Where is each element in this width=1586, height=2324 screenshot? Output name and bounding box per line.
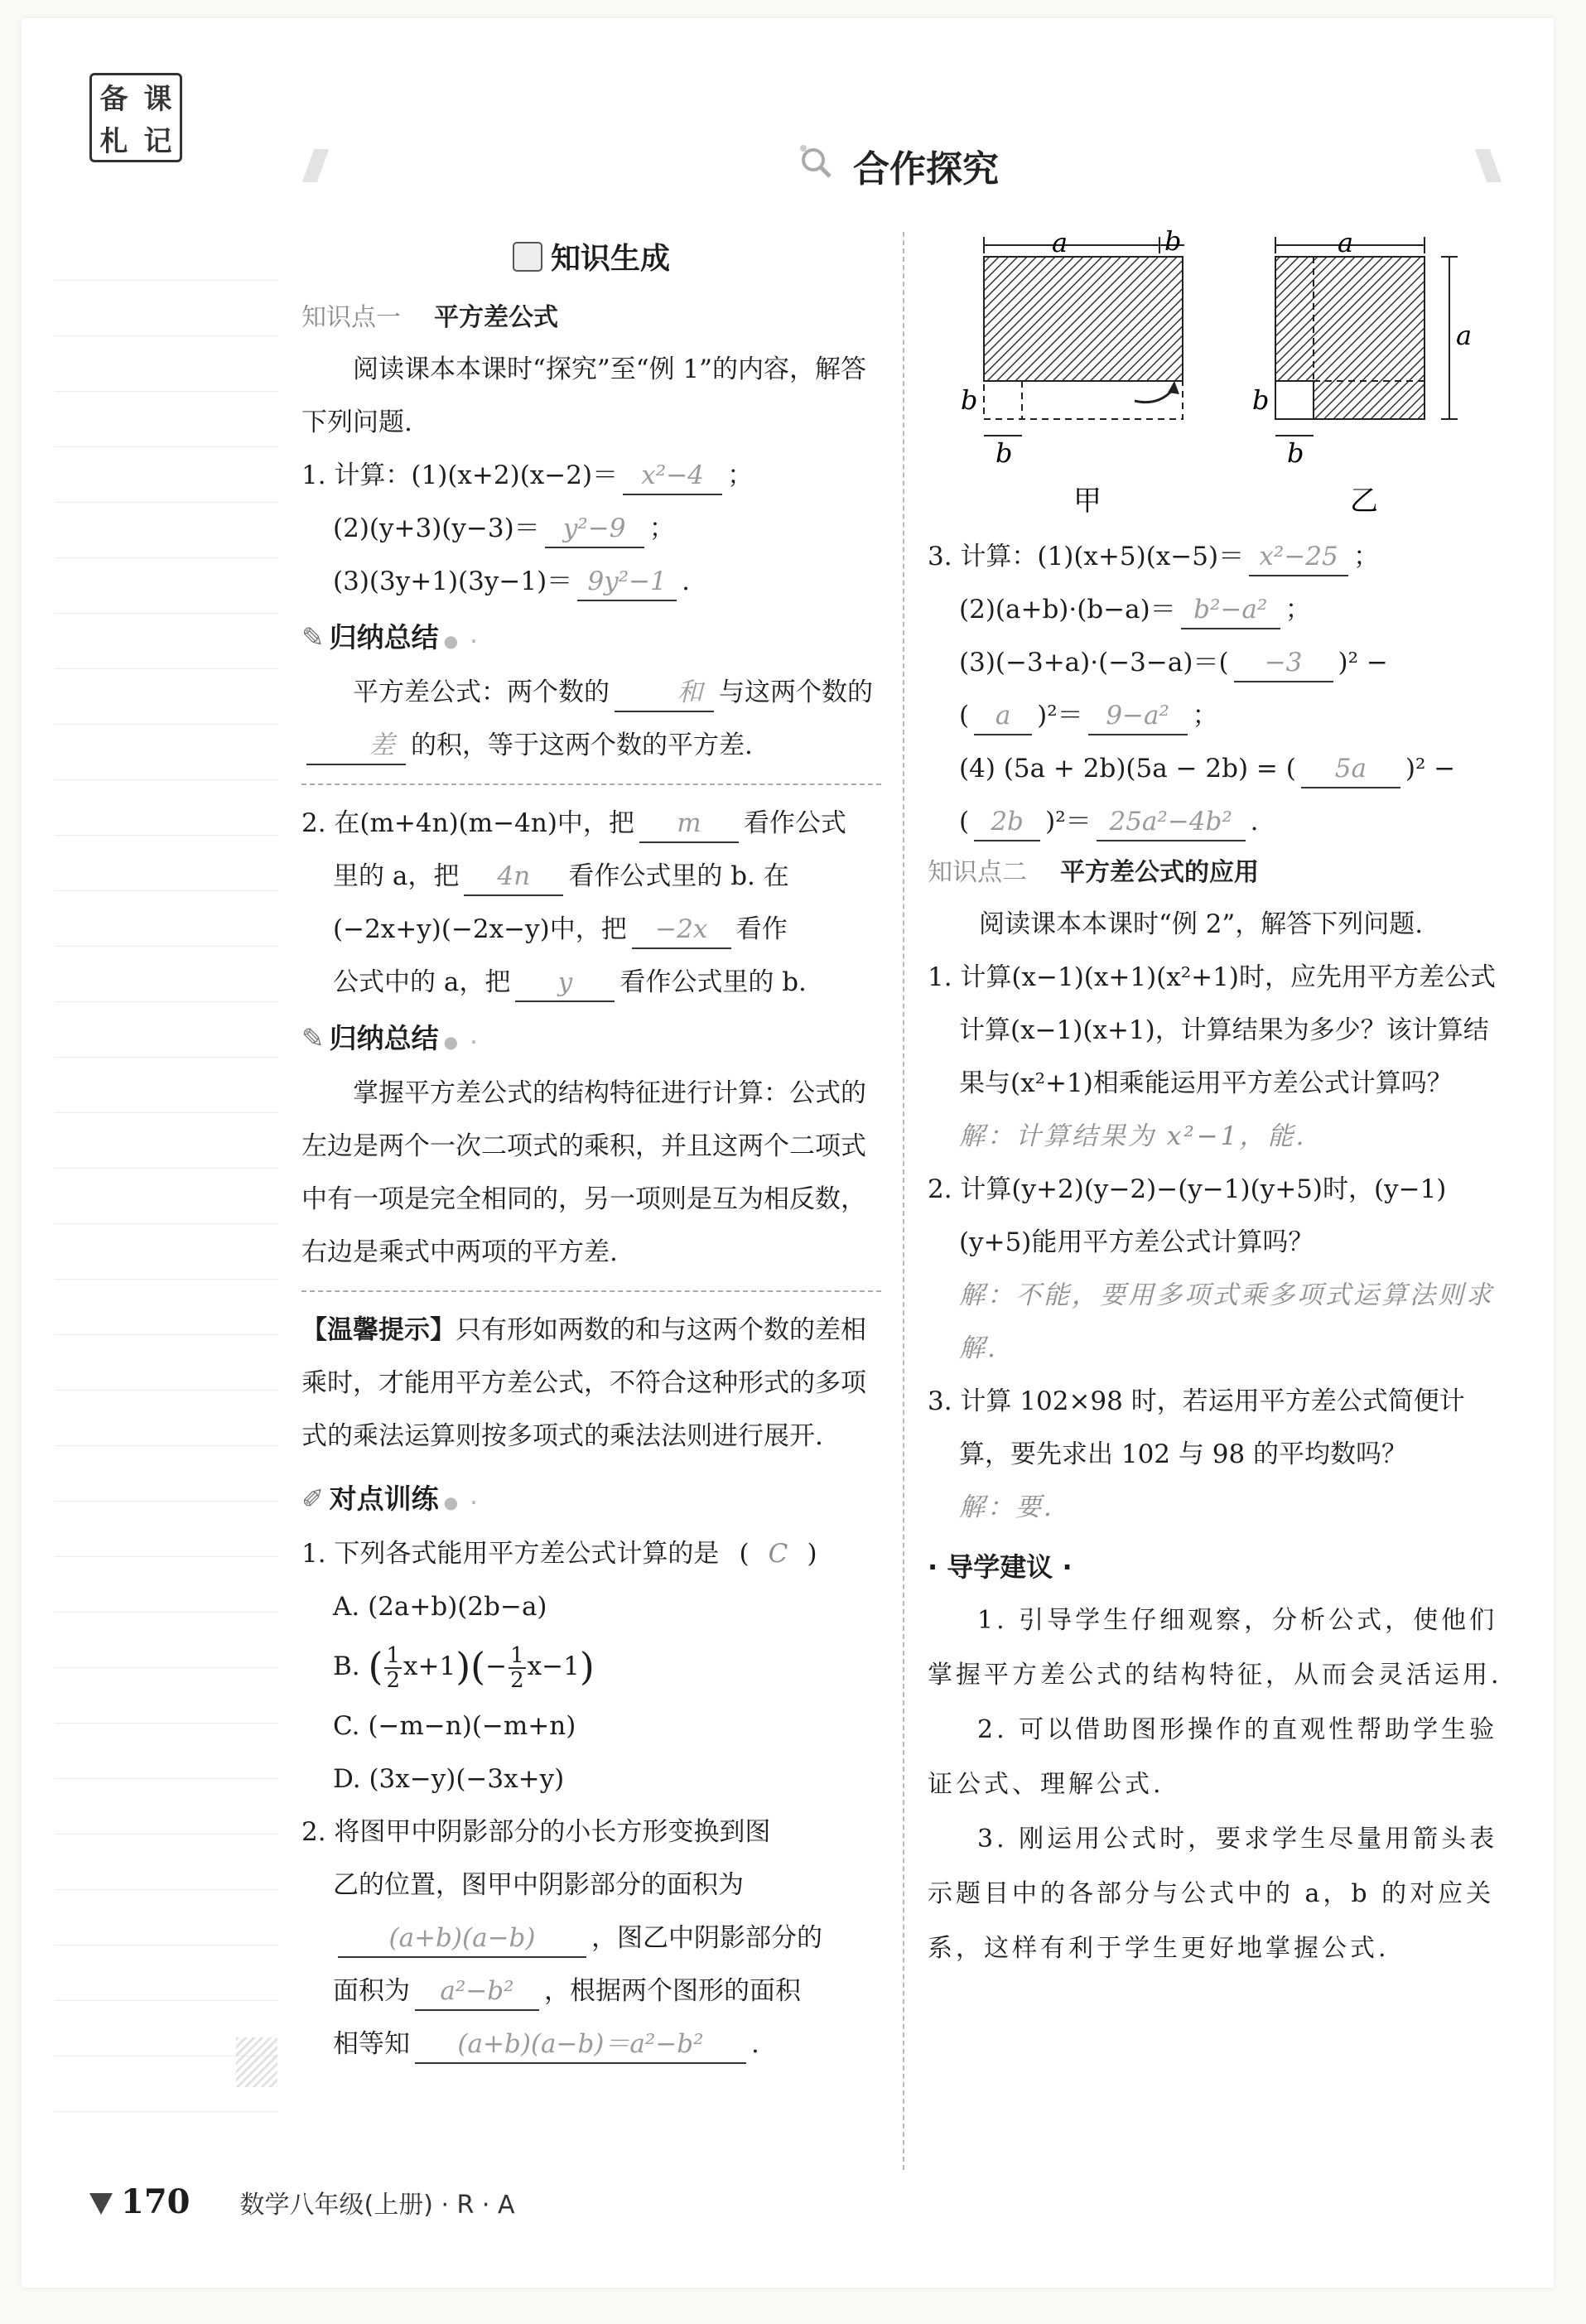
answer-blank[interactable]: 25a²−4b² [1097, 803, 1246, 841]
label-b: b [961, 384, 978, 416]
figure-svg [961, 229, 1491, 527]
option-a: A. (2a+b)(2b−a) [333, 1592, 547, 1622]
answer-blank[interactable]: b²−a² [1181, 591, 1280, 629]
practice-2-line5 [301, 2018, 881, 2071]
answer-blank[interactable]: 4n [464, 858, 563, 896]
answer-blank[interactable]: x²−25 [1249, 538, 1348, 576]
q2-line4 [301, 956, 881, 1009]
figures [961, 229, 1491, 527]
answer-blank[interactable]: y²−9 [545, 510, 644, 548]
answer-blank[interactable]: a [974, 697, 1032, 735]
text: (4) (5a + 2b)(5a − 2b) = ( [959, 754, 1296, 784]
text: )²＝ [1045, 807, 1092, 837]
text: ，根据两个图形的面积 [544, 1976, 801, 2006]
text: 看作公式里的 b. 在 [568, 861, 789, 891]
stamp-char: 课 [143, 83, 172, 116]
kp-tag: 知识点一 [301, 303, 401, 332]
text: ，图乙中阴影部分的 [591, 1923, 822, 1953]
summary-heading [301, 1014, 881, 1067]
notes-margin [55, 225, 278, 2172]
answer-blank[interactable]: (a+b)(a−b)＝a²−b² [415, 2026, 746, 2064]
page-number: 170 [121, 2182, 190, 2221]
practice-1-stem: 1. 下列各式能用平方差公式计算的是 ( C ) [301, 1527, 881, 1580]
summary-box-2 [301, 1014, 881, 1292]
text: )²＝ [1037, 701, 1083, 730]
answer-blank[interactable]: 2b [974, 803, 1040, 841]
q3-line2: (2)(a+b)·(b−a)＝ b²−a² ； [928, 583, 1507, 636]
answer-blank[interactable]: 5a [1301, 750, 1400, 788]
text: 看作公式 [743, 808, 846, 838]
column-divider [903, 232, 904, 2170]
answer-blank[interactable]: 差 [306, 727, 406, 765]
frac-den: 2 [386, 1667, 400, 1693]
summary-box-1 [301, 613, 881, 785]
option-d: D. (3x−y)(−3x+y) [333, 1764, 565, 1794]
q2-line2 [301, 850, 881, 903]
text: . [751, 2029, 759, 2059]
triangle-icon [89, 2193, 113, 2215]
left-column [301, 230, 881, 2071]
dots-decor: ● · [443, 1032, 480, 1052]
q2-line1 [301, 797, 881, 850]
text: (2)(a+b)·(b−a)＝ [959, 595, 1176, 624]
corner-decor [236, 2037, 277, 2087]
right-column [928, 530, 1507, 1976]
answer-blank[interactable]: a²−b² [415, 1973, 539, 2011]
summary-title: 归纳总结 [329, 621, 439, 653]
page-title: 合作探究 [853, 148, 999, 190]
answer-blank[interactable]: 和 [615, 674, 714, 712]
label-b: b [1252, 384, 1270, 416]
pencil-icon: ✎ [301, 621, 325, 653]
answer-blank[interactable]: (a+b)(a−b) [338, 1920, 586, 1958]
stamp-char: 记 [143, 125, 172, 158]
kp-name: 平方差公式的应用 [1060, 858, 1259, 887]
guide-item: 3. 刚运用公式时，要求学生尽量用箭头表示题目中的各部分与公式中的 a，b 的对应关系，这样有利于学生更好地掌握公式. [928, 1825, 1498, 1963]
text: )² − [1405, 754, 1456, 784]
dots-decor: ● · [443, 631, 480, 651]
guide-list [928, 1594, 1507, 1976]
text: 的积，等于这两个数的平方差. [411, 730, 753, 760]
text: (−2x+y)(−2x−y)中，把 [333, 914, 627, 944]
answer-blank[interactable]: 9−a² [1088, 697, 1188, 735]
summary-text-1 [301, 666, 881, 772]
knowledge-point-2 [928, 848, 1507, 898]
label-b: b [1287, 437, 1304, 469]
label-a: a [1052, 229, 1068, 258]
tip-tag: 【温馨提示】 [301, 1315, 456, 1345]
text: (3)(−3+a)·(−3−a)＝( [959, 648, 1229, 677]
label-b: b [995, 437, 1013, 469]
text: B. [333, 1651, 360, 1681]
intro-text: 阅读课本本课时“探究”至“例 1”的内容，解答下列问题. [301, 354, 866, 437]
book-title: 数学八年级(上册) · R · A [239, 2191, 515, 2220]
frac-den: 2 [510, 1667, 524, 1693]
summary-heading [301, 613, 881, 666]
label-b: b [1164, 229, 1182, 257]
q1-part: (3)(3y+1)(3y−1)＝ [333, 567, 573, 596]
text: 里的 a，把 [333, 861, 460, 891]
figure-jia [961, 229, 1184, 518]
summary-title: 归纳总结 [329, 1022, 439, 1054]
text: 平方差公式：两个数的 [353, 677, 610, 707]
magnifier-icon [793, 137, 843, 186]
frac-num: 1 [510, 1642, 524, 1668]
label-a: a [1338, 229, 1354, 258]
dots-decor: ● · [443, 1492, 480, 1512]
option-b: B. ( $\frac{1}{2}$ x+1)(− $\frac{1}{2}$ x−1) [333, 1642, 595, 1693]
application-q2 [928, 1163, 1507, 1375]
application-q3 [928, 1375, 1507, 1534]
fraction [384, 1644, 402, 1692]
q1-label: 1. 计算：(1)(x+2)(x−2)＝ [301, 460, 619, 490]
practice-2-line4 [301, 1965, 881, 2018]
stamp-char: 札 [99, 125, 128, 158]
q1-line3: (3)(3y+1)(3y−1)＝ 9y²−1 . [301, 555, 881, 608]
q3-line4: ( a )²＝ 9−a² ； [928, 689, 1507, 742]
practice-2-line2: 乙的位置，图甲中阴影部分的面积为 [333, 1870, 744, 1900]
question-text: 2. 计算(y+2)(y−2)−(y−1)(y+5)时，(y−1)(y+5)能用平方差公式计算吗？ [928, 1174, 1447, 1257]
figure-label-jia: 甲 [1073, 485, 1102, 518]
section-title [301, 230, 881, 288]
choice-answer[interactable]: C [768, 1539, 788, 1569]
q1-line2: (2)(y+3)(y−3)＝ y²−9 ； [301, 502, 881, 555]
text: − [485, 1651, 508, 1681]
fraction [509, 1644, 526, 1692]
text: ( [959, 807, 970, 837]
answer-blank[interactable]: y [515, 964, 615, 1002]
option-c: C. (−m−n)(−m+n) [333, 1711, 576, 1741]
section-title-text: 知识生成 [550, 242, 670, 276]
pencil-icon: ✐ [301, 1483, 325, 1515]
text: 1. 下列各式能用平方差公式计算的是 [301, 1539, 720, 1569]
text: ( [959, 701, 970, 730]
practice-2-line1: 2. 将图甲中阴影部分的小长方形变换到图 [301, 1817, 771, 1847]
text: 与这两个数的 [719, 677, 873, 707]
q3-line5 [928, 742, 1507, 795]
text: 面积为 [333, 1976, 410, 2006]
answer-blank[interactable]: x²−4 [623, 457, 722, 495]
guide-item: 2. 可以借助图形操作的直观性帮助学生验证公式、理解公式. [928, 1715, 1498, 1799]
q3-line1: 3. 计算：(1)(x+5)(x−5)＝ x²−25 ； [928, 530, 1507, 583]
text: 3. 计算：(1)(x+5)(x−5)＝ [928, 542, 1245, 571]
question-text: 1. 计算(x−1)(x+1)(x²+1)时，应先用平方差公式计算(x−1)(x+1)，计算结果为多少？该计算结果与(x²+1)相乘能运用平方差公式计算吗？ [928, 962, 1496, 1098]
guide-item: 1. 引导学生仔细观察，分析公式，使他们掌握平方差公式的结构特征，从而会灵活运用. [928, 1606, 1502, 1690]
text: 看作公式里的 b. [619, 967, 807, 997]
text: )² − [1338, 648, 1388, 677]
q3-line6: ( 2b )²＝ 25a²−4b² . [928, 795, 1507, 848]
page-footer [89, 2182, 515, 2221]
text: 公式中的 a，把 [333, 967, 511, 997]
stamp-char: 备 [99, 83, 128, 116]
kp-name: 平方差公式 [434, 303, 558, 332]
text: 相等知 [333, 2029, 410, 2059]
text: x+1 [403, 1651, 456, 1681]
q3-line3 [928, 636, 1507, 689]
tip-text: 只有形如两数的和与这两个数的差相乘时，才能用平方差公式，不符合这种形式的多项式的乘法运算则按多项式的乘法法则进行展开. [301, 1315, 866, 1451]
kp-tag: 知识点二 [928, 858, 1027, 887]
knowledge-point-1 [301, 293, 881, 343]
practice-heading [301, 1474, 881, 1527]
q2-line3 [301, 903, 881, 956]
notes-stamp [89, 73, 182, 162]
intro-text-2: 阅读课本本课时“例 2”，解答下列问题. [979, 909, 1424, 939]
answer-blank[interactable]: −2x [632, 911, 731, 949]
label-a: a [1456, 320, 1473, 351]
answer-text: 解：不能，要用多项式乘多项式运算法则求解. [959, 1280, 1494, 1363]
answer-blank[interactable]: m [639, 805, 739, 843]
q1-part: (2)(y+3)(y−3)＝ [333, 513, 540, 543]
answer-text: 解：计算结果为 x²−1，能. [959, 1121, 1307, 1151]
question-text: 3. 计算 102×98 时，若运用平方差公式简便计算，要先求出 102 与 98 的平均数吗？ [928, 1386, 1465, 1469]
q1-line1: 1. 计算：(1)(x+2)(x−2)＝ x²−4 ； [301, 449, 881, 502]
warm-tip [301, 1304, 881, 1463]
book-icon [513, 242, 542, 272]
application-q1 [928, 951, 1507, 1163]
text: 2. 在(m+4n)(m−4n)中，把 [301, 808, 634, 838]
practice-2-line3 [301, 1912, 881, 1965]
answer-blank[interactable]: 9y²−1 [577, 563, 677, 601]
practice-title: 对点训练 [329, 1483, 439, 1515]
answer-blank[interactable]: −3 [1234, 644, 1333, 682]
frac-num: 1 [386, 1642, 400, 1668]
summary-text-2: 掌握平方差公式的结构特征进行计算：公式的左边是两个一次二项式的乘积，并且这两个二项式中有一项是完全相同的，另一项则是互为相反数，右边是乘式中两项的平方差. [301, 1078, 866, 1267]
answer-text: 解：要. [959, 1492, 1054, 1522]
guide-title: · 导学建议 · [928, 1551, 1073, 1583]
figure-yi [1252, 229, 1472, 518]
pencil-icon: ✎ [301, 1022, 325, 1054]
text: x−1 [527, 1651, 580, 1681]
text: 看作 [735, 914, 788, 944]
figure-label-yi: 乙 [1350, 485, 1378, 518]
